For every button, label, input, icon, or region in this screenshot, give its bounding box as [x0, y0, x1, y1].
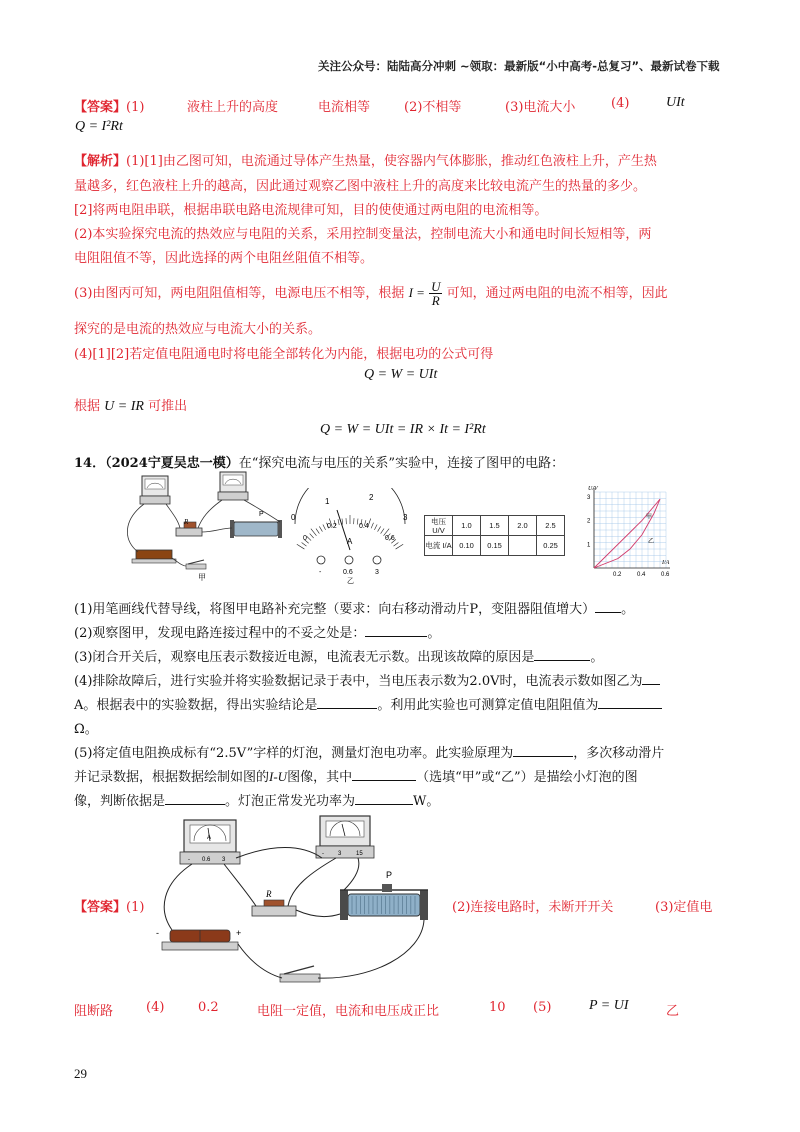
- dial-tick-mark: [374, 524, 377, 529]
- answer-part-3: (3)电流大小: [505, 100, 576, 115]
- voltmeter-terminal: 15: [356, 851, 363, 857]
- equation-inline: U = IR: [104, 399, 144, 414]
- sub-question-text: (1)用笔画线代替导线，将图甲电路补充完整（要求：向右移动滑动片P，变阻器阻值增大）: [74, 602, 596, 617]
- answer-value: 10: [489, 1000, 506, 1015]
- dial-tick-mark: [310, 534, 314, 538]
- sub-question-4-cont: [74, 694, 662, 713]
- dial-tick-mark: [378, 526, 381, 531]
- answer-part-4: (4): [611, 96, 630, 111]
- answer-part-2: (2)不相等: [404, 100, 462, 115]
- table-cell: 1.0: [453, 516, 481, 536]
- answer-formula: P = UI: [589, 998, 629, 1013]
- sub-question-4-cont: Ω。: [74, 722, 98, 737]
- ammeter-terminal: -: [188, 857, 190, 863]
- chart-xtick: 0.2: [613, 572, 622, 578]
- sub-question-text: A。根据表中的实验数据，得出实验结论是: [74, 698, 318, 713]
- data-table: [424, 515, 565, 556]
- dial-tick-mark: [323, 524, 326, 529]
- analysis-line: [2]将两电阻串联，根据串联电路电流规律可知，目的使使通过两电阻的电流相等。: [74, 203, 548, 218]
- dial-tick-mark: [342, 519, 343, 525]
- dial-tick-bottom: 0.6: [385, 535, 395, 542]
- ammeter-terminal: 3: [222, 857, 226, 863]
- chart-series-label: 乙: [648, 537, 655, 545]
- answer-part-3: (3)定值电: [655, 900, 713, 915]
- fraction-numerator: U: [431, 279, 441, 294]
- dial-tick-mark: [396, 544, 404, 549]
- answer-value: 电阻一定值，电流和电压成正比: [257, 1004, 440, 1019]
- table-header-cell: 电流 I/A: [425, 536, 453, 556]
- page-number: 29: [74, 1066, 87, 1081]
- analysis-text: 可知，通过两电阻的电流不相等，因此: [446, 286, 668, 301]
- sub-question-text: 。灯泡正常发光功率为: [225, 794, 356, 809]
- answer-tag: 【答案】: [74, 100, 127, 115]
- analysis-text: 根据: [74, 399, 101, 414]
- sub-question-5-cont: [74, 766, 638, 785]
- analysis-text: (1)[1]由乙图可知，电流通过导体产生热量，使容器内气体膨胀，推动红色液柱上升，产生热: [126, 154, 657, 169]
- answer-part-4: (4): [146, 1000, 165, 1015]
- answer-value: 0.2: [198, 1000, 219, 1015]
- sub-question-text: (2)观察图甲，发现电路连接过程中的不妥之处是：: [74, 626, 366, 641]
- chart-xtick: 0.6: [661, 572, 670, 578]
- analysis-line: [74, 280, 668, 307]
- circuit-figure-jia: [118, 470, 288, 582]
- answer-part-1: (1): [126, 900, 145, 915]
- dial-terminal: 0.6: [343, 569, 353, 576]
- answer-blank[interactable]: [165, 792, 225, 805]
- equation: Q = W = UIt = IR × It = I²Rt: [320, 422, 486, 437]
- answer2-line: [74, 896, 144, 915]
- dial-tick-mark: [302, 543, 307, 547]
- analysis-text: (3)由图丙可知，两电阻阻值相等，电源电压不相等，根据: [74, 286, 405, 301]
- answer-value: 乙: [666, 1004, 680, 1019]
- voltmeter-terminal: -: [322, 851, 324, 857]
- dial-tick-mark: [311, 529, 317, 536]
- svg-text:A: A: [207, 835, 212, 841]
- analysis-line: (4)[1][2]若定值电阻通电时将电能全部转化为内能，根据电功的公式可得: [74, 347, 494, 362]
- answer-part-3-cont: 阻断路: [74, 1004, 114, 1019]
- dial-tick-bottom: 0: [303, 535, 307, 542]
- table-row: [425, 516, 565, 536]
- dial-terminal: 3: [375, 569, 379, 576]
- sub-question-text: (3)闭合开关后，观察电压表示数接近电源，电流表无示数。出现该故障的原因是: [74, 650, 535, 665]
- answer-blank[interactable]: [534, 648, 590, 661]
- sub-question-text: 。利用此实验也可测算定值电阻阻值为: [377, 698, 599, 713]
- ammeter-dial-figure: [285, 488, 415, 584]
- battery-sign: -: [156, 928, 159, 938]
- answer-blank[interactable]: [595, 600, 621, 613]
- sub-question-1: (1)用笔画线代替导线，将图甲电路补充完整（要求：向右移动滑动片P，变阻器阻值增大） 。: [74, 602, 635, 617]
- dial-tick-mark: [297, 544, 305, 549]
- fraction: [429, 280, 442, 307]
- answer-blank[interactable]: [355, 792, 413, 805]
- dial-terminal: -: [319, 569, 322, 576]
- dial-tick-mark: [394, 543, 399, 547]
- table-cell: 0.15: [481, 536, 509, 556]
- svg-text:R: R: [184, 518, 189, 526]
- dial-tick-mark: [316, 529, 319, 534]
- table-header-cell: 电压 U/V: [425, 516, 453, 536]
- battery-sign: +: [236, 928, 242, 938]
- answer-blank[interactable]: [317, 696, 377, 709]
- table-cell: [509, 536, 537, 556]
- chart-ytick: 3: [587, 494, 591, 501]
- resistor-label: R: [266, 889, 272, 899]
- sub-question-5: [74, 742, 664, 761]
- table-cell: 1.5: [481, 516, 509, 536]
- answer-part-1: (1): [126, 100, 145, 115]
- table-cell: 0.10: [453, 536, 481, 556]
- table-cell: 2.0: [509, 516, 537, 536]
- analysis-line: 电阻阻值不等，因此选择的两个电阻丝阻值不相等。: [74, 251, 374, 266]
- iu-symbol: I-U: [269, 769, 288, 784]
- iu-chart: [576, 480, 676, 580]
- dial-tick-bottom: 0.2: [327, 523, 337, 530]
- equation: Q = W = UIt: [364, 367, 438, 382]
- analysis-line: [74, 150, 657, 169]
- dial-tick-mark: [357, 519, 358, 525]
- analysis-line: 量越多，红色液柱上升的越高，因此通过观察乙图中液柱上升的高度来比较电流产生的热量的多少。: [74, 179, 647, 194]
- chart-ytick: 1: [587, 542, 591, 549]
- question-text: 在“探究电流与电压的关系”实验中，连接了图甲的电路：: [238, 456, 565, 471]
- dial-tick-bottom: 0.4: [359, 523, 369, 530]
- dial-tick-mark: [338, 519, 339, 525]
- sub-question-text: (5)将定值电阻换成标有“2.5V”字样的灯泡，测量灯泡电功率。此实验原理为: [74, 746, 514, 761]
- analysis-line: [74, 395, 187, 415]
- question-source: （2024宁夏吴忠一模）: [105, 456, 239, 471]
- dial-tick-top: 3: [403, 513, 408, 522]
- sub-question-2: (2)观察图甲，发现电路连接过程中的不妥之处是： 。: [74, 626, 441, 641]
- page-header: 关注公众号：陆陆高分冲刺 ~领取：最新版“小中高考-总复习”、最新试卷下载: [318, 59, 720, 73]
- answer-blank[interactable]: [352, 768, 416, 781]
- answer-formula: UIt: [666, 95, 685, 110]
- analysis-line: 探究的是电流的热效应与电流大小的关系。: [74, 322, 322, 337]
- question-number: 14．: [74, 456, 106, 471]
- answer-formula: Q = I²Rt: [75, 119, 123, 134]
- svg-text:P: P: [259, 511, 264, 518]
- sub-question-5-cont: [74, 790, 439, 809]
- formula-lhs: I =: [408, 285, 425, 300]
- voltmeter-terminal: 3: [338, 851, 342, 857]
- answer-value: 液柱上升的高度: [187, 100, 279, 115]
- answer-value: 电流相等: [318, 100, 371, 115]
- analysis-tag: 【解析】: [74, 154, 127, 169]
- figure-label-jia: 甲: [198, 573, 206, 582]
- dial-unit: A: [347, 537, 353, 546]
- answer-blank[interactable]: [598, 696, 662, 709]
- answer-part-5: (5): [533, 1000, 552, 1015]
- chart-ylabel: U/V: [588, 486, 598, 492]
- dial-tick-top: 0: [291, 513, 296, 522]
- sub-question-text: （选填“甲”或“乙”）是描绘小灯泡的图: [416, 770, 638, 785]
- chart-series-line: [594, 499, 660, 568]
- chart-series-label: 甲: [646, 513, 653, 521]
- chart-xtick: 0.4: [637, 572, 646, 578]
- answer-blank[interactable]: [513, 744, 573, 757]
- answer-part-2: (2)连接电路时，未断开开关: [452, 900, 614, 915]
- fraction-denominator: R: [431, 293, 440, 308]
- sub-question-text: ，多次移动滑片: [573, 746, 665, 761]
- dial-tick-mark: [371, 523, 373, 529]
- analysis-text: 可推出: [148, 399, 188, 414]
- answer-blank[interactable]: [642, 672, 660, 685]
- analysis-line: (2)本实验探究电流的热效应与电阻的关系，采用控制变量法，控制电流大小和通电时间长短相等，两: [74, 227, 652, 242]
- answer-tag: 【答案】: [74, 900, 127, 915]
- dial-tick-mark: [381, 529, 384, 534]
- dial-tick-top: 1: [325, 497, 330, 506]
- sub-question-text: (4)排除故障后，进行实验并将实验数据记录于表中，当电压表示数为2.0V时，电流表示数如图乙为: [74, 674, 643, 689]
- answer-line-1: [74, 96, 144, 115]
- sub-question-text: 图像，其中: [287, 770, 353, 785]
- sub-question-text: W。: [413, 794, 440, 809]
- dial-tick-top: 2: [369, 493, 374, 502]
- chart-xlabel: I/A: [662, 560, 670, 566]
- dial-tick-mark: [319, 526, 322, 531]
- answer-blank[interactable]: [365, 624, 427, 637]
- table-cell: 0.25: [537, 536, 565, 556]
- sub-question-text: 并记录数据，根据数据绘制如图的: [74, 770, 270, 785]
- ammeter-terminal: 0.6: [202, 857, 211, 863]
- table-row: [425, 536, 565, 556]
- slider-label: P: [386, 870, 393, 880]
- figure-label-yi: 乙: [347, 577, 354, 584]
- table-cell: 2.5: [537, 516, 565, 536]
- sub-question-3: (3)闭合开关后，观察电压表示数接近电源，电流表无示数。出现该故障的原因是 。: [74, 650, 604, 665]
- sub-question-4: [74, 670, 660, 689]
- dial-tick-mark: [307, 536, 311, 540]
- chart-ytick: 2: [587, 518, 591, 525]
- answer-circuit-figure: [152, 814, 442, 994]
- question-stem: [74, 452, 564, 471]
- sub-question-text: 像，判断依据是: [74, 794, 166, 809]
